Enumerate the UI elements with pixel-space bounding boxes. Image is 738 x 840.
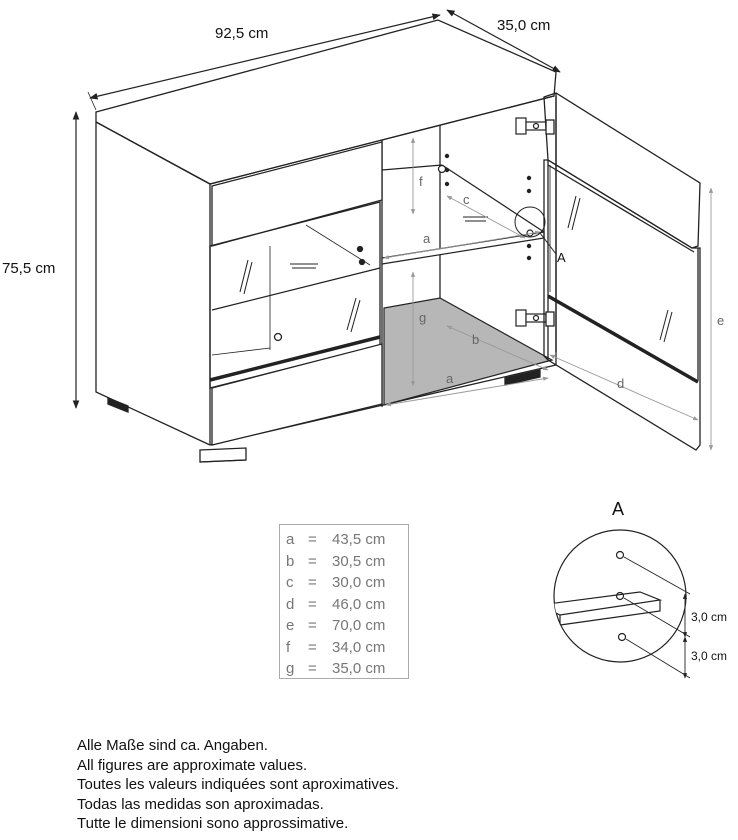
depth-label: 35,0 cm: [497, 17, 551, 34]
right-glass-door: [544, 93, 700, 450]
detail-marker-label: A: [557, 250, 566, 265]
legend-row: a = 43,5 cm: [286, 531, 386, 548]
legend-row: f = 34,0 cm: [286, 638, 386, 656]
open-compartment: [382, 118, 552, 405]
disclaimer-notes: [77, 736, 399, 834]
dim-a-shelf-label: a: [423, 231, 431, 246]
dim-b-label: b: [472, 332, 480, 347]
legend-row: e = 70,0 cm: [286, 617, 386, 634]
spacing-lower-label: 3,0 cm: [691, 649, 728, 663]
note-it: Tutte le dimensioni sono approssimative.: [77, 815, 349, 832]
note-en: All figures are approximate values.: [77, 756, 308, 774]
dim-c-label: c: [463, 192, 470, 207]
note-fr: Toutes les valeurs indiquées sont aproximatives.: [77, 776, 399, 793]
legend-row: c = 30,0 cm: [286, 574, 386, 591]
note-de: Alle Maße sind ca. Angaben.: [77, 737, 268, 754]
legend-row: b = 30,5 cm: [286, 552, 386, 570]
dim-d-label: d: [617, 376, 625, 391]
spacing-upper-label: 3,0 cm: [691, 610, 728, 624]
dim-a-floor-label: a: [446, 371, 454, 386]
detail-title: A: [612, 499, 625, 519]
dim-f-label: f: [419, 174, 423, 189]
dim-g-label: g: [419, 310, 427, 325]
note-es: Todas las medidas son aproximadas.: [77, 795, 324, 813]
dim-e-label: e: [717, 313, 725, 328]
legend-row: d = 46,0 cm: [286, 595, 386, 613]
height-label: 75,5 cm: [2, 260, 56, 277]
detail-drawing: [0, 520, 738, 720]
legend-row: g = 35,0 cm: [286, 660, 386, 677]
width-label: 92,5 cm: [215, 25, 269, 42]
